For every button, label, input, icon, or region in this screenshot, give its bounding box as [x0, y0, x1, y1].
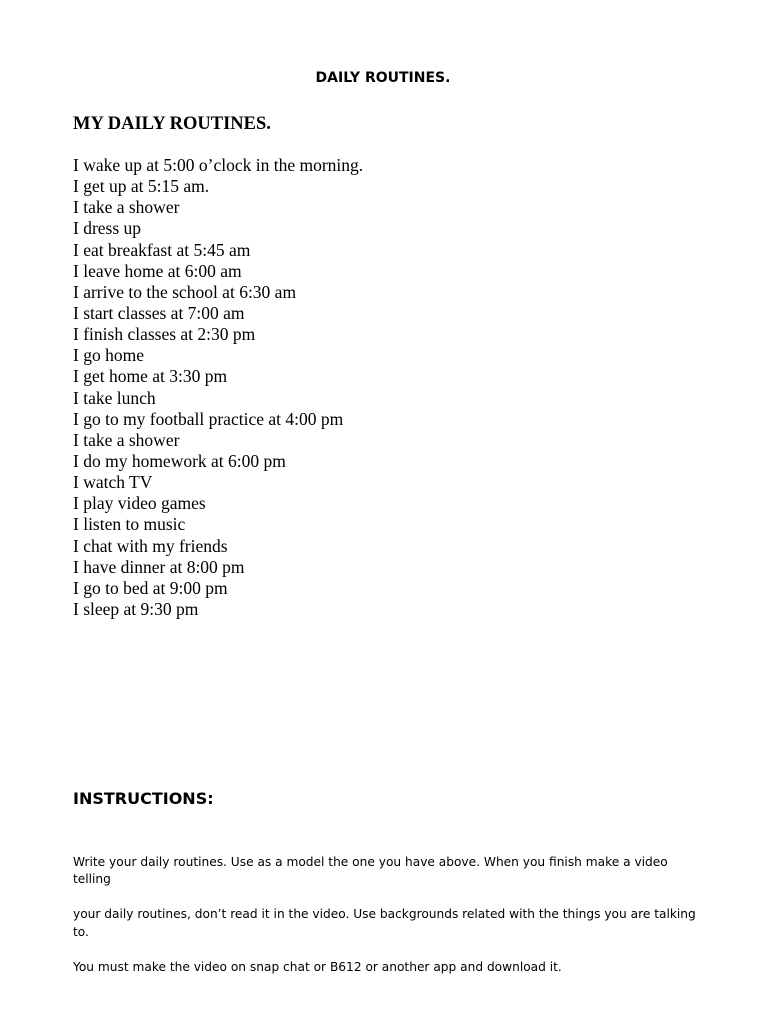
- routine-item: I go home: [73, 345, 144, 366]
- routine-item: I take a shower: [73, 429, 180, 450]
- routine-item: I leave home at 6:00 am: [73, 260, 242, 281]
- routine-item: I play video games: [73, 493, 206, 514]
- routine-item: I chat with my friends: [73, 535, 228, 556]
- routine-item: I go to my football practice at 4:00 pm: [73, 408, 344, 429]
- routine-item: I get home at 3:30 pm: [73, 366, 228, 387]
- routine-item: I dress up: [73, 218, 142, 239]
- routine-item: I watch TV: [73, 472, 153, 493]
- routine-item: I finish classes at 2:30 pm: [73, 324, 256, 345]
- routine-list: [73, 155, 363, 620]
- instructions-text: [73, 836, 703, 976]
- instructions-line: Write your daily routines. Use as a model the one you have above. When you finish make a video telling: [73, 854, 668, 886]
- routine-item: I arrive to the school at 6:30 am: [73, 281, 297, 302]
- routine-item: I get up at 5:15 am.: [73, 176, 210, 197]
- section-heading: MY DAILY ROUTINES.: [73, 114, 271, 134]
- routine-item: I sleep at 9:30 pm: [73, 598, 199, 619]
- routine-item: I do my homework at 6:00 pm: [73, 450, 286, 471]
- routine-item: I eat breakfast at 5:45 am: [73, 239, 251, 260]
- routine-item: I take a shower: [73, 197, 180, 218]
- routine-item: I start classes at 7:00 am: [73, 302, 245, 323]
- document-title: DAILY ROUTINES.: [315, 70, 451, 86]
- instructions-heading: INSTRUCTIONS:: [73, 789, 214, 808]
- instructions-line: your daily routines, don’t read it in the video. Use backgrounds related with the things you are talking to.: [73, 907, 696, 939]
- routine-item: I listen to music: [73, 514, 186, 535]
- instructions-line: You must make the video on snap chat or B612 or another app and download it.: [73, 959, 562, 974]
- routine-item: I go to bed at 9:00 pm: [73, 577, 228, 598]
- routine-item: I have dinner at 8:00 pm: [73, 556, 245, 577]
- routine-item: I wake up at 5:00 o’clock in the morning.: [73, 155, 364, 175]
- routine-item: I take lunch: [73, 387, 156, 408]
